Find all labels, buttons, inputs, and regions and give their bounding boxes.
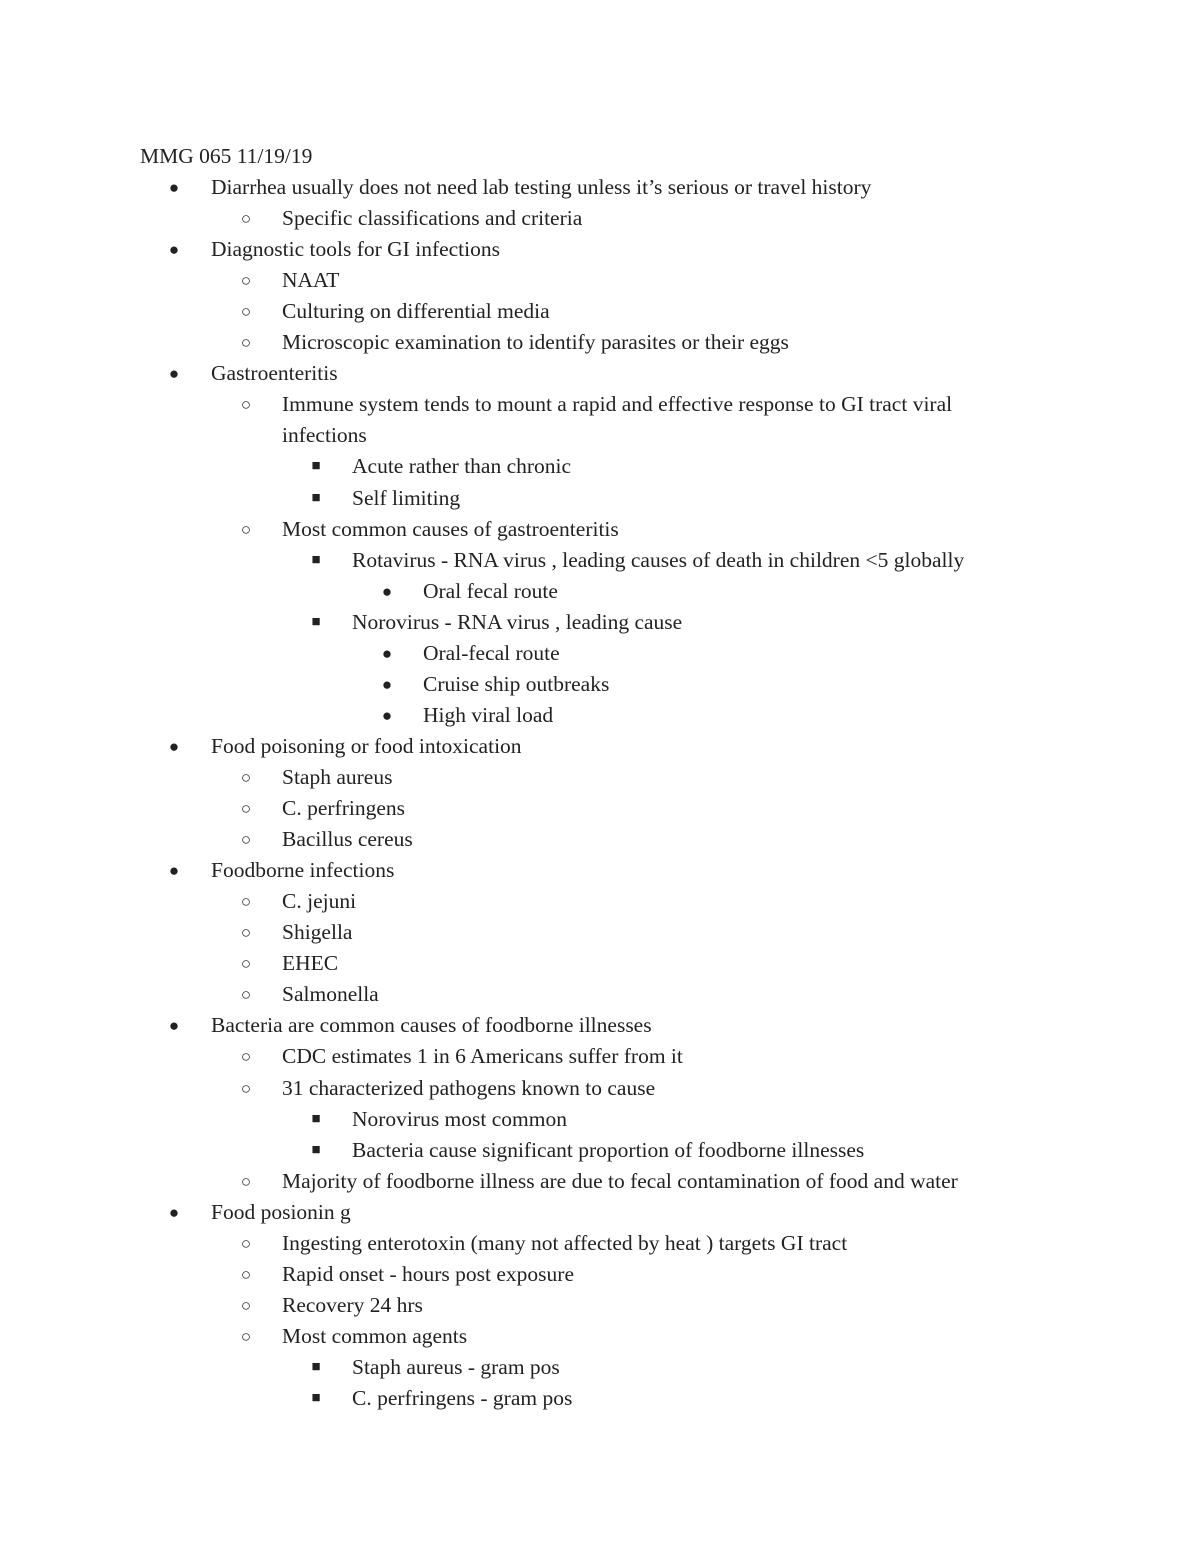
outline-item-text: C. perfringens <box>282 796 405 820</box>
bullet-icon: ● <box>381 643 393 663</box>
bullet-icon: ■ <box>311 1358 321 1375</box>
outline-item-text: Bacteria are common causes of foodborne illnesses <box>211 1013 652 1038</box>
outline-item-text: EHEC <box>282 951 339 976</box>
outline-item-text: infections <box>282 423 367 448</box>
outline-item-text: Bacteria cause significant proportion of foodborne illnesses <box>352 1137 865 1162</box>
outline-item-text: C. perfringens - gram pos <box>352 1386 573 1410</box>
outline-item-text: Oral-fecal route <box>423 640 560 665</box>
bullet-icon: ■ <box>311 1141 321 1158</box>
outline-item-text: Oral fecal route <box>423 578 558 603</box>
bullet-icon: ○ <box>240 519 252 539</box>
outline-item-text: Acute rather than chronic <box>352 454 572 479</box>
bullet-icon: ■ <box>311 1390 321 1406</box>
bullet-icon: ○ <box>240 1233 252 1253</box>
document-title-text: MMG 065 11/19/19 <box>140 144 313 168</box>
outline-item-text: Diagnostic tools for GI infections <box>211 237 501 262</box>
bullet-icon: ○ <box>240 271 252 291</box>
outline-item-text: Salmonella <box>282 982 379 1007</box>
bullet-icon: ■ <box>311 1110 321 1127</box>
outline-item-text: Cruise ship outbreaks <box>423 671 610 696</box>
bullet-icon: ○ <box>240 395 252 415</box>
bullet-icon: ● <box>168 364 180 384</box>
bullet-icon: ● <box>381 581 393 601</box>
bullet-icon: ● <box>168 178 180 197</box>
bullet-icon: ○ <box>240 1264 252 1284</box>
bullet-icon: ● <box>168 861 180 881</box>
outline-item-text: Staph aureus - gram pos <box>352 1354 560 1379</box>
outline-item-text: Staph aureus <box>282 765 393 789</box>
bullet-icon: ■ <box>311 551 321 568</box>
bullet-icon: ● <box>381 705 393 725</box>
outline-item-text: Majority of foodborne illness are due to fecal contamination of food and water <box>282 1168 958 1193</box>
bullet-icon: ■ <box>311 458 321 475</box>
bullet-icon: ○ <box>240 830 252 850</box>
bullet-icon: ■ <box>311 489 321 506</box>
outline-item-text: Rapid onset - hours post exposure <box>282 1261 575 1286</box>
outline-item-text: Most common agents <box>282 1323 468 1348</box>
outline-item-text: Ingesting enterotoxin (many not affected by heat ) targets GI tract <box>282 1230 848 1255</box>
outline-item-text: Foodborne infections <box>211 858 395 883</box>
outline-item-text: Gastroenteritis <box>211 361 338 386</box>
bullet-icon: ○ <box>240 209 252 229</box>
outline-item-text: NAAT <box>282 268 340 293</box>
outline-item-text: Food poisoning or food intoxication <box>211 733 522 758</box>
outline-item-text: Food posionin g <box>211 1199 351 1224</box>
bullet-icon: ○ <box>240 954 252 974</box>
outline-item-text: Culturing on differential media <box>282 299 550 324</box>
bullet-icon: ○ <box>240 985 252 1005</box>
outline-item-text: Shigella <box>282 920 353 945</box>
outline-item-text: Most common causes of gastroenteritis <box>282 516 619 541</box>
outline-item-text: Bacillus cereus <box>282 827 413 852</box>
outline-item-text: Diarrhea usually does not need lab testing unless it’s serious or travel history <box>211 175 872 199</box>
bullet-icon: ○ <box>240 1171 252 1191</box>
bullet-icon: ● <box>168 736 180 756</box>
bullet-icon: ○ <box>240 768 252 787</box>
outline-item-text: Specific classifications and criteria <box>282 206 583 231</box>
document-title <box>140 141 312 172</box>
outline-item-text: Self limiting <box>352 485 461 510</box>
bullet-icon: ○ <box>240 892 252 912</box>
bullet-icon: ○ <box>240 1047 252 1067</box>
outline-item-text: Rotavirus - RNA virus , leading causes of death in children <5 globally <box>352 547 965 572</box>
outline-item-text: High viral load <box>423 702 554 727</box>
outline-item-text: C. jejuni <box>282 889 357 914</box>
outline-item-text: Microscopic examination to identify parasites or their eggs <box>282 330 789 355</box>
outline-item-text: Norovirus - RNA virus , leading cause <box>352 609 683 634</box>
outline-item-text: Recovery 24 hrs <box>282 1292 423 1317</box>
bullet-icon: ○ <box>240 923 252 943</box>
bullet-icon: ○ <box>240 1295 252 1315</box>
outline-item-text: CDC estimates 1 in 6 Americans suffer from it <box>282 1044 683 1069</box>
bullet-icon: ○ <box>240 1326 252 1346</box>
bullet-icon: ■ <box>311 613 321 630</box>
outline-item-text: 31 characterized pathogens known to cause <box>282 1075 656 1100</box>
bullet-icon: ● <box>381 674 393 694</box>
bullet-icon: ● <box>168 1016 180 1036</box>
bullet-icon: ○ <box>240 799 252 818</box>
bullet-icon: ● <box>168 240 180 260</box>
bullet-icon: ○ <box>240 333 252 353</box>
outline-item-text: Immune system tends to mount a rapid and effective response to GI tract viral <box>282 392 953 417</box>
bullet-icon: ○ <box>240 1078 252 1098</box>
outline-item-text: Norovirus most common <box>352 1106 567 1131</box>
bullet-icon: ● <box>168 1202 180 1222</box>
bullet-icon: ○ <box>240 302 252 322</box>
